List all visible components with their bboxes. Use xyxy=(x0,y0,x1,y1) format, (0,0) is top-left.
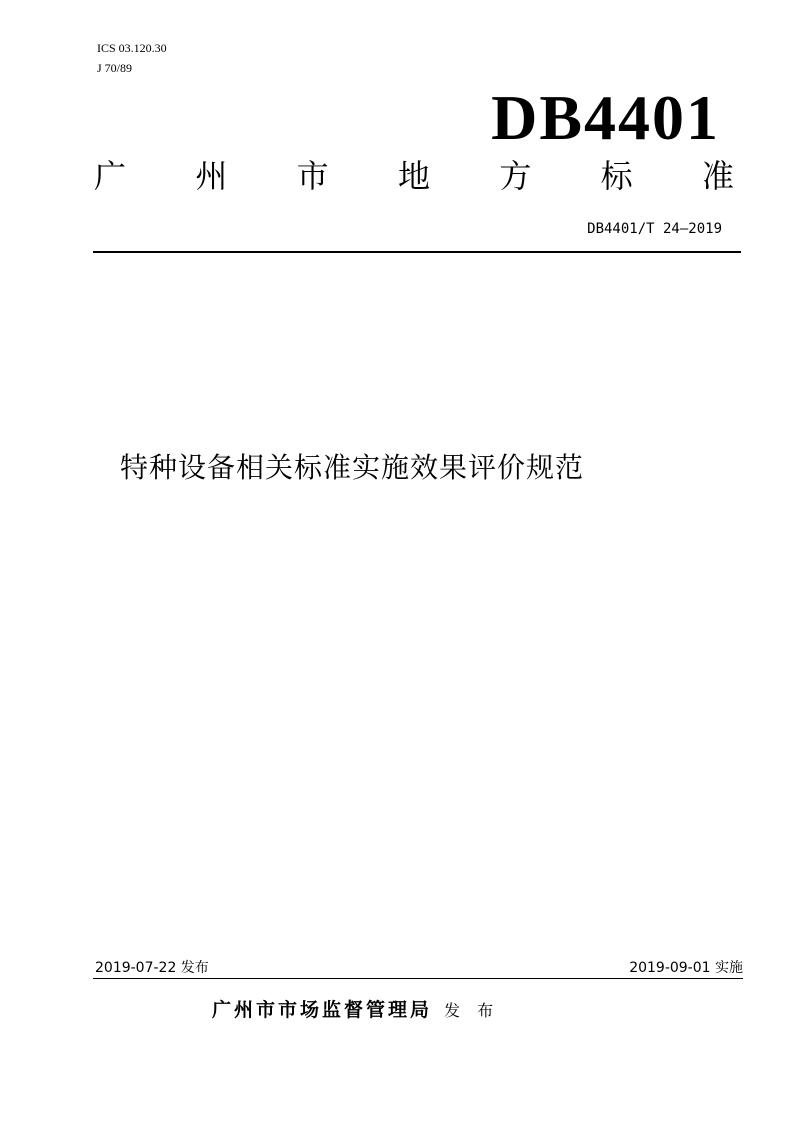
standard-type-heading xyxy=(94,154,734,198)
header-divider xyxy=(93,251,741,253)
footer-divider xyxy=(93,978,743,979)
standard-number: DB4401/T 24—2019 xyxy=(587,221,722,237)
document-title: 特种设备相关标准实施效果评价规范 xyxy=(120,451,585,484)
ics-code: ICS 03.120.30 xyxy=(97,41,167,55)
standard-type-char: 广 xyxy=(94,157,127,195)
issuer-line xyxy=(212,996,499,1025)
standard-type-char: 地 xyxy=(397,157,430,195)
standard-type-char: 州 xyxy=(195,157,228,195)
standard-type-char: 准 xyxy=(701,157,734,195)
implementation-date: 2019-09-01 实施 xyxy=(629,960,743,976)
standard-type-char: 方 xyxy=(499,157,532,195)
issuer-suffix: 发 布 xyxy=(444,1001,500,1020)
classification-code: J 70/89 xyxy=(97,61,133,75)
standard-type-char: 标 xyxy=(600,157,633,195)
standard-type-char: 市 xyxy=(296,157,329,195)
issuer-name: 广州市市场监督管理局 xyxy=(212,999,433,1021)
issue-date: 2019-07-22 发布 xyxy=(95,960,209,976)
standard-logo: DB4401 xyxy=(491,82,720,153)
